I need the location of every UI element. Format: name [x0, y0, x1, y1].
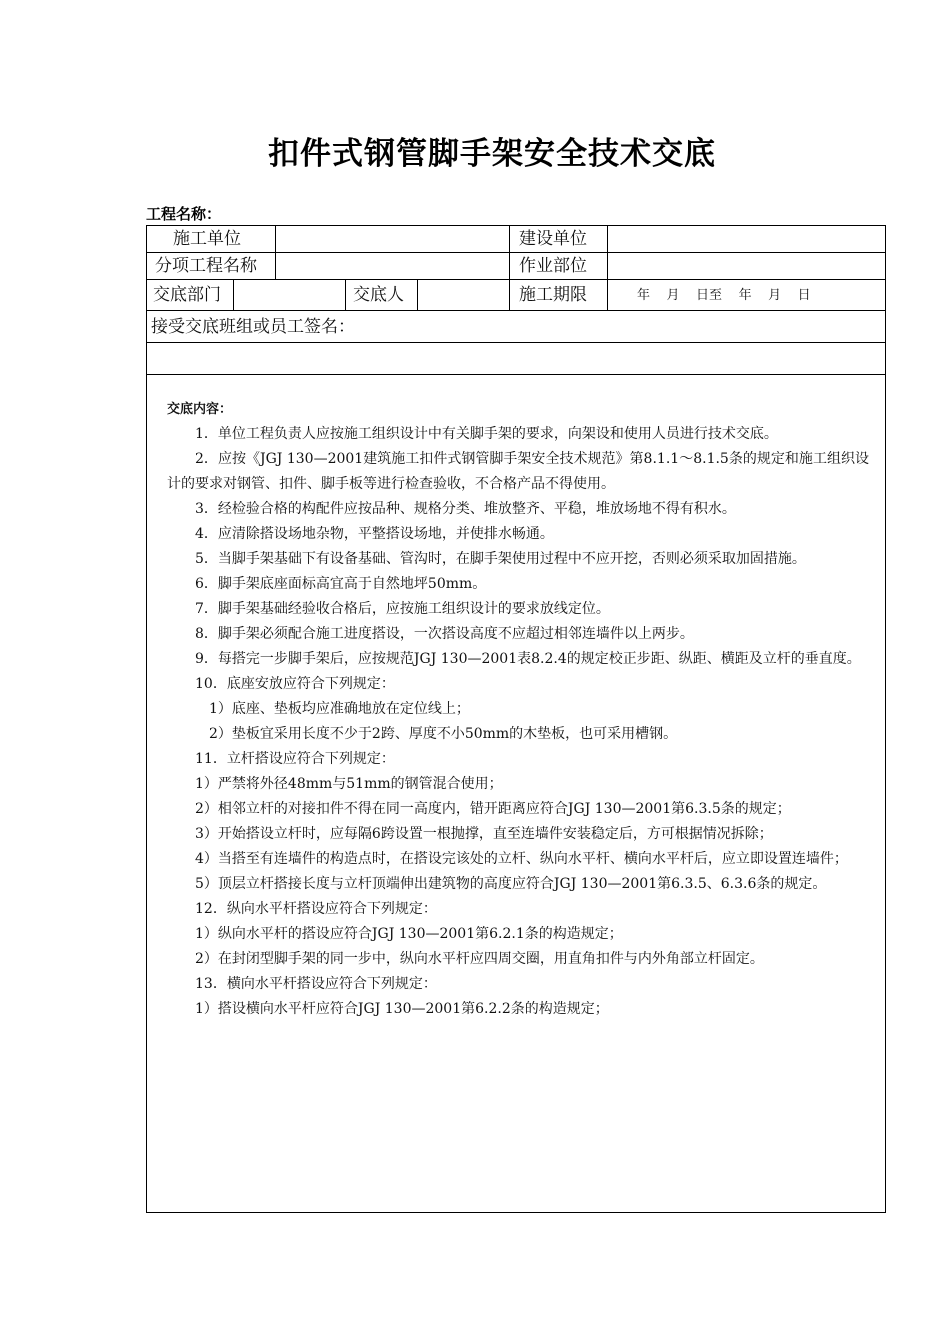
- content-paragraph: 1）搭设横向水平杆应符合JGJ 130—2001第6.2.2条的构造规定；: [195, 1001, 609, 1017]
- disclosure-dept-label: 交底部门: [153, 285, 221, 305]
- content-body: [167, 422, 869, 1022]
- row-divider: [147, 374, 885, 375]
- content-paragraph: 4．应清除搭设场地杂物，平整搭设场地，并使排水畅通。: [195, 526, 554, 542]
- row-divider: [147, 252, 885, 253]
- content-paragraph: 11．立杆搭设应符合下列规定：: [195, 751, 395, 767]
- document-title: 扣件式钢管脚手架安全技术交底: [268, 136, 716, 172]
- content-paragraph: 13．横向水平杆搭设应符合下列规定：: [195, 976, 437, 992]
- construction-unit-label: 施工单位: [173, 229, 241, 249]
- disclosure-person-label: 交底人: [353, 285, 404, 305]
- row-divider: [147, 279, 885, 280]
- content-paragraph: 5）顶层立杆搭接长度与立杆顶端伸出建筑物的高度应符合JGJ 130—2001第6.3.5、6.3.6条的规定。: [195, 876, 827, 892]
- construction-period-label: 施工期限: [519, 285, 587, 305]
- content-paragraph: 1．单位工程负责人应按施工组织设计中有关脚手架的要求，向架设和使用人员进行技术交底。: [195, 426, 778, 442]
- content-paragraph: 2）在封闭型脚手架的同一步中，纵向水平杆应四周交圈，用直角扣件与内外角部立杆固定。: [195, 951, 764, 967]
- row-divider: [147, 342, 885, 343]
- disclosure-form: [146, 225, 886, 1213]
- sub-project-label: 分项工程名称: [155, 256, 257, 276]
- row-divider: [147, 310, 885, 311]
- content-label: 交底内容：: [167, 402, 233, 417]
- column-divider: [345, 279, 346, 310]
- content-paragraph: 4）当搭至有连墙件的构造点时，在搭设完该处的立杆、纵向水平杆、横向水平杆后，应立即设置连墙件；: [195, 851, 848, 867]
- content-paragraph: 2．应按《JGJ 130—2001建筑施工扣件式钢管脚手架安全技术规范》第8.1.1～8.1.5条的规定和施工组织设计的要求对钢管、扣件、脚手板等进行检查验收，不合格产品不得使用。: [167, 451, 869, 492]
- content-paragraph: 2）相邻立杆的对接扣件不得在同一高度内，错开距离应符合JGJ 130—2001第6.3.5条的规定；: [195, 801, 791, 817]
- content-paragraph: 5．当脚手架基础下有设备基础、管沟时，在脚手架使用过程中不应开挖，否则必须采取加固措施。: [195, 551, 806, 567]
- column-divider: [275, 226, 276, 279]
- column-divider: [607, 226, 608, 310]
- content-paragraph: 1）严禁将外径48mm与51mm的钢管混合使用；: [195, 776, 503, 792]
- client-unit-label: 建设单位: [519, 229, 587, 249]
- content-paragraph: 10．底座安放应符合下列规定：: [195, 676, 395, 692]
- column-divider: [509, 226, 510, 310]
- content-paragraph: 6．脚手架底座面标高宜高于自然地坪50mm。: [195, 576, 487, 592]
- project-name-label: 工程名称：: [146, 205, 222, 223]
- content-paragraph: 1）纵向水平杆的搭设应符合JGJ 130—2001第6.2.1条的构造规定；: [195, 926, 623, 942]
- content-paragraph: 12．纵向水平杆搭设应符合下列规定：: [195, 901, 437, 917]
- construction-period-value: 年 月 日至 年 月 日: [637, 288, 811, 303]
- work-location-label: 作业部位: [519, 256, 587, 276]
- column-divider: [233, 279, 234, 310]
- content-paragraph: 3）开始搭设立杆时，应每隔6跨设置一根抛撑，直至连墙件安装稳定后，方可根据情况拆除；: [195, 826, 773, 842]
- content-paragraph: 2）垫板宜采用长度不少于2跨、厚度不小50mm的木垫板，也可采用槽钢。: [209, 726, 678, 742]
- column-divider: [417, 279, 418, 310]
- content-paragraph: 8．脚手架必须配合施工进度搭设，一次搭设高度不应超过相邻连墙件以上两步。: [195, 626, 694, 642]
- content-paragraph: 7．脚手架基础经验收合格后，应按施工组织设计的要求放线定位。: [195, 601, 610, 617]
- content-paragraph: 1）底座、垫板均应准确地放在定位线上；: [209, 701, 470, 717]
- content-paragraph: 3．经检验合格的构配件应按品种、规格分类、堆放整齐、平稳，堆放场地不得有积水。: [195, 501, 736, 517]
- signature-label: 接受交底班组或员工签名：: [151, 317, 355, 337]
- content-paragraph: 9．每搭完一步脚手架后，应按规范JGJ 130—2001表8.2.4的规定校正步距、纵距、横距及立杆的垂直度。: [195, 651, 861, 667]
